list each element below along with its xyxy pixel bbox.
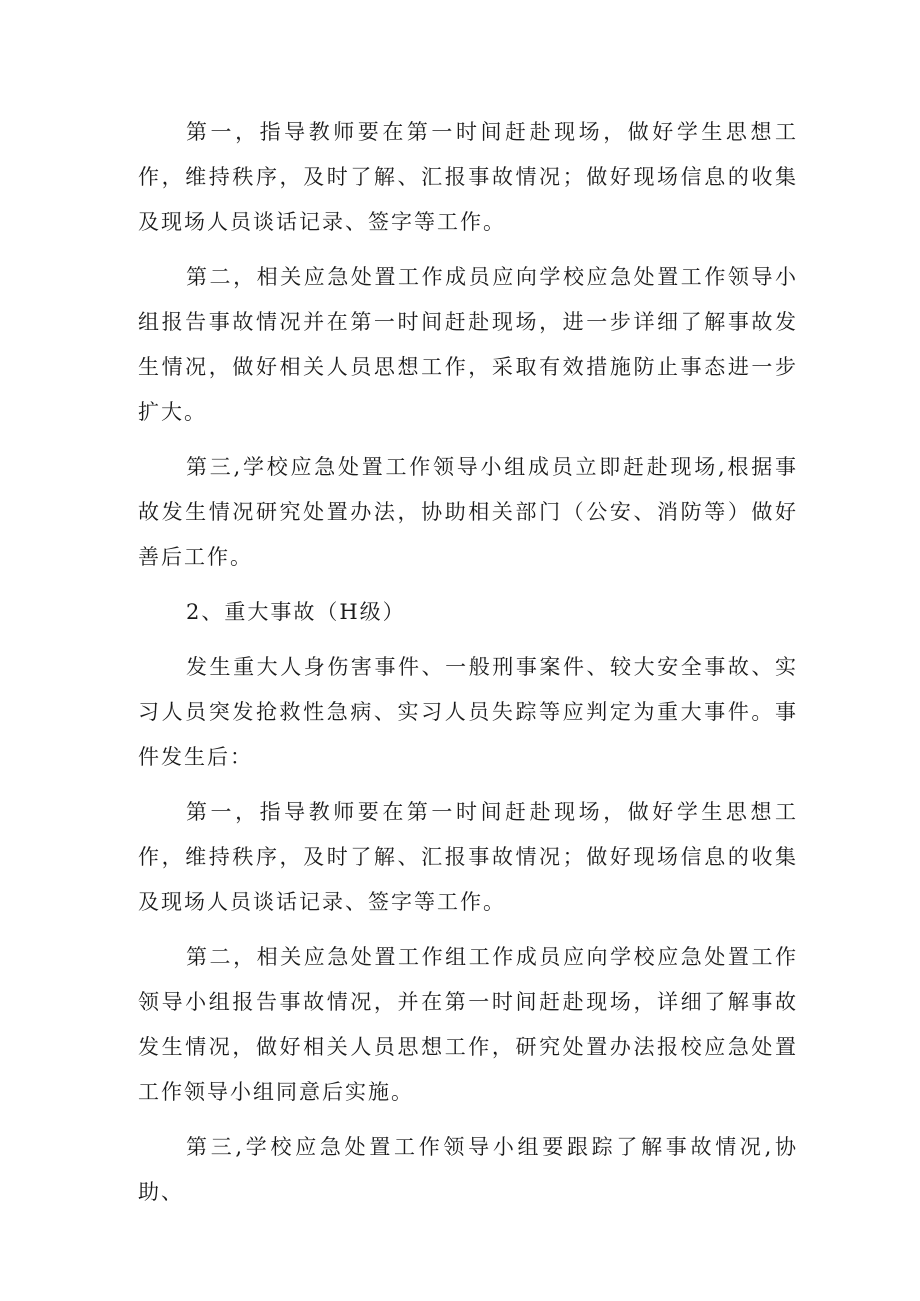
paragraph-first-step-major: 第一，指导教师要在第一时间赶赴现场，做好学生思想工作，维持秩序，及时了解、汇报事故情况；做好现场信息的收集及现场人员谈话记录、签字等工作。 <box>138 800 798 914</box>
paragraph-third-step-major: 第三,学校应急处置工作领导小组要跟踪了解事故情况,协助、 <box>138 1135 798 1204</box>
paragraph-first-step-minor: 第一，指导教师要在第一时间赶赴现场，做好学生思想工作，维持秩序，及时了解、汇报事故情况；做好现场信息的收集及现场人员谈话记录、签字等工作。 <box>138 120 798 234</box>
paragraph-second-step-major: 第二，相关应急处置工作组工作成员应向学校应急处置工作领导小组报告事故情况，并在第一时间赶赴现场，详细了解事故发生情况，做好相关人员思想工作，研究处置办法报校应急处置工作领导小组同意后实施。 <box>138 945 798 1104</box>
paragraph-second-step-minor: 第二，相关应急处置工作成员应向学校应急处置工作领导小组报告事故情况并在第一时间赶赴现场，进一步详细了解事故发生情况，做好相关人员思想工作，采取有效措施防止事态进一步扩大。 <box>138 265 798 424</box>
section-heading-major-accident: 2、重大事故（H级） <box>186 600 406 624</box>
document-body <box>138 110 798 1215</box>
paragraph-third-step-minor: 第三,学校应急处置工作领导小组成员立即赶赴现场,根据事故发生情况研究处置办法，协助相关部门（公安、消防等）做好善后工作。 <box>138 455 798 569</box>
paragraph-major-accident-definition: 发生重大人身伤害事件、一般刑事案件、较大安全事故、实习人员突发抢救性急病、实习人员失踪等应判定为重大事件。事件发生后： <box>138 655 798 769</box>
